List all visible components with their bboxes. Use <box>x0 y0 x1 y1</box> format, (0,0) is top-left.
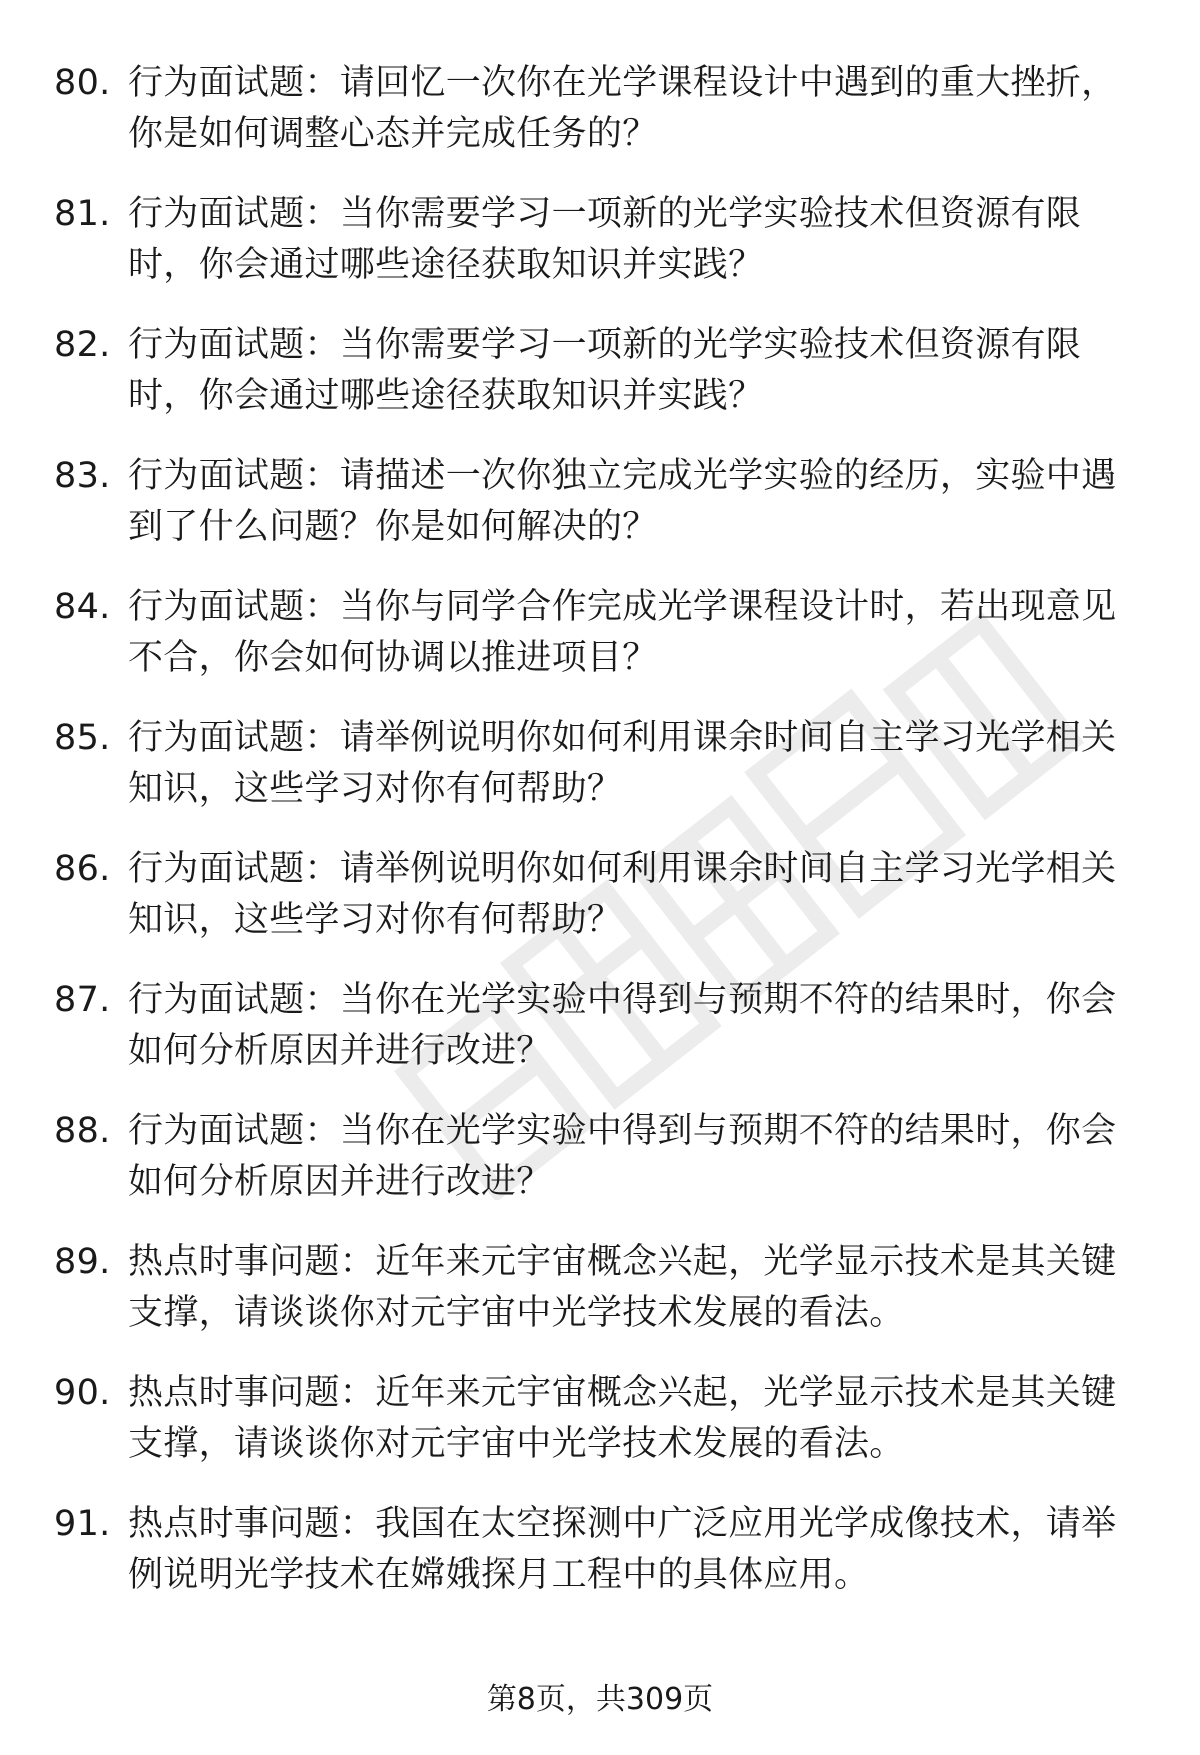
question-number: 90. <box>54 1373 111 1413</box>
question-item <box>54 1368 1154 1499</box>
question-item <box>54 189 1154 320</box>
question-text-line: 行为面试题：当你在光学实验中得到与预期不符的结果时，你会 <box>128 980 1117 1020</box>
question-text-line: 知识，这些学习对你有何帮助？ <box>128 769 623 809</box>
question-text-line: 行为面试题：当你与同学合作完成光学课程设计时，若出现意见 <box>128 587 1117 627</box>
question-text-line: 如何分析原因并进行改进？ <box>128 1162 552 1202</box>
question-item <box>54 58 1154 189</box>
question-item <box>54 320 1154 451</box>
question-text-line: 热点时事问题：近年来元宇宙概念兴起，光学显示技术是其关键 <box>128 1373 1117 1413</box>
question-text-line: 行为面试题：当你需要学习一项新的光学实验技术但资源有限 <box>128 194 1082 234</box>
question-item <box>54 1106 1154 1237</box>
question-text-line: 支撑，请谈谈你对元宇宙中光学技术发展的看法。 <box>128 1424 905 1464</box>
question-text-line: 到了什么问题？你是如何解决的？ <box>128 507 658 547</box>
question-number: 81. <box>54 194 111 234</box>
question-number: 87. <box>54 980 111 1020</box>
question-text-line: 时，你会通过哪些途径获取知识并实践？ <box>128 376 764 416</box>
question-text-line: 热点时事问题：近年来元宇宙概念兴起，光学显示技术是其关键 <box>128 1242 1117 1282</box>
question-list <box>54 58 1154 1630</box>
question-number: 88. <box>54 1111 111 1151</box>
question-item <box>54 713 1154 844</box>
question-item <box>54 844 1154 975</box>
question-text-line: 例说明光学技术在嫦娥探月工程中的具体应用。 <box>128 1555 870 1595</box>
question-number: 89. <box>54 1242 111 1282</box>
question-number: 91. <box>54 1504 111 1544</box>
question-item <box>54 582 1154 713</box>
question-text-line: 行为面试题：请举例说明你如何利用课余时间自主学习光学相关 <box>128 718 1117 758</box>
question-text-line: 行为面试题：当你需要学习一项新的光学实验技术但资源有限 <box>128 325 1082 365</box>
question-text-line: 行为面试题：请回忆一次你在光学课程设计中遇到的重大挫折， <box>128 63 1117 103</box>
question-item <box>54 451 1154 582</box>
question-text-line: 行为面试题：请描述一次你独立完成光学实验的经历，实验中遇 <box>128 456 1117 496</box>
question-item <box>54 975 1154 1106</box>
question-item <box>54 1499 1154 1630</box>
question-text-line: 你是如何调整心态并完成任务的？ <box>128 114 658 154</box>
question-text-line: 行为面试题：当你在光学实验中得到与预期不符的结果时，你会 <box>128 1111 1117 1151</box>
page-footer: 第8页，共309页 <box>486 1682 714 1717</box>
question-text-line: 支撑，请谈谈你对元宇宙中光学技术发展的看法。 <box>128 1293 905 1333</box>
question-text-line: 热点时事问题：我国在太空探测中广泛应用光学成像技术，请举 <box>128 1504 1117 1544</box>
question-number: 82. <box>54 325 111 365</box>
question-text-line: 知识，这些学习对你有何帮助？ <box>128 900 623 940</box>
question-text-line: 时，你会通过哪些途径获取知识并实践？ <box>128 245 764 285</box>
question-text-line: 如何分析原因并进行改进？ <box>128 1031 552 1071</box>
question-number: 83. <box>54 456 111 496</box>
question-number: 86. <box>54 849 111 889</box>
question-text-line: 行为面试题：请举例说明你如何利用课余时间自主学习光学相关 <box>128 849 1117 889</box>
question-number: 85. <box>54 718 111 758</box>
question-number: 80. <box>54 63 111 103</box>
question-number: 84. <box>54 587 111 627</box>
question-text-line: 不合，你会如何协调以推进项目？ <box>128 638 658 678</box>
question-item <box>54 1237 1154 1368</box>
